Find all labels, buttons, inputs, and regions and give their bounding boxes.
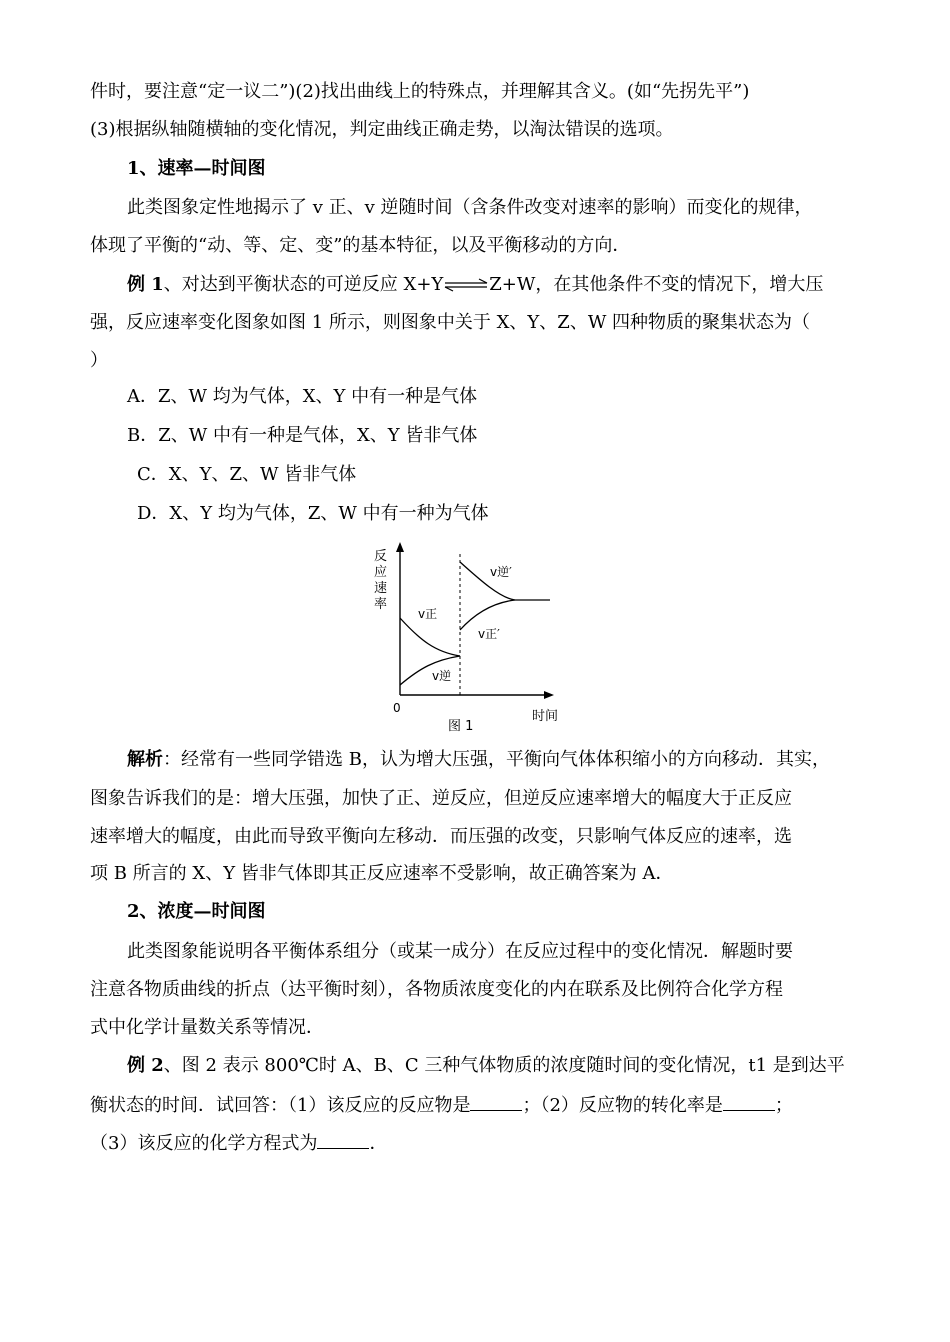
y-axis-label-char: 率	[374, 597, 388, 612]
example-1-text: Z+W，在其他条件不变的情况下，增大压	[489, 274, 824, 295]
text-line: 件时，要注意“定一议二”)(2)找出曲线上的特殊点，并理解其含义。(如“先拐先平”)	[90, 81, 750, 102]
example-2-line	[90, 1130, 387, 1156]
v-reverse-label: v逆	[432, 669, 452, 683]
x-axis-label: 时间	[532, 709, 559, 724]
solution-label: 解析	[127, 749, 163, 770]
y-axis-label-char: 速	[374, 581, 388, 596]
section-heading-concentration-time: 2、浓度—时间图	[127, 901, 266, 922]
figure-1-rate-time-graph	[360, 540, 570, 740]
origin-label: 0	[393, 701, 401, 715]
paragraph-line: 此类图象能说明各平衡体系组分（或某一成分）在反应过程中的变化情况．解题时要	[127, 941, 793, 962]
option-d: D．X、Y 均为气体，Z、W 中有一种为气体	[137, 503, 489, 524]
v-forward-curve	[400, 618, 460, 656]
answer-blank[interactable]	[723, 1092, 775, 1111]
solution-line: 图象告诉我们的是：增大压强，加快了正、逆反应，但逆反应速率增大的幅度大于正反应	[90, 788, 792, 809]
equilibrium-arrow-icon	[443, 278, 489, 292]
example-2-text: ．	[369, 1133, 388, 1154]
solution-line: 项 B 所言的 X、Y 皆非气体即其正反应速率不受影响，故正确答案为 A．	[90, 863, 674, 884]
example-2-text: （3）该反应的化学方程式为	[90, 1133, 318, 1154]
example-1-line	[127, 273, 823, 297]
solution-line	[127, 748, 830, 772]
option-b: B．Z、W 中有一种是气体，X、Y 皆非气体	[127, 425, 478, 446]
text-line: (3)根据纵轴随横轴的变化情况，判定曲线正确走势，以淘汰错误的选项。	[90, 119, 674, 140]
solution-text: ：经常有一些同学错选 B，认为增大压强，平衡向气体体积缩小的方向移动．其实，	[163, 749, 830, 770]
y-axis-label-char: 应	[374, 565, 388, 580]
example-1-line: ）	[90, 350, 108, 371]
v-forward-prime-curve	[460, 600, 515, 630]
paragraph-line: 式中化学计量数关系等情况．	[90, 1017, 324, 1038]
option-c: C．X、Y、Z、W 皆非气体	[137, 464, 357, 485]
x-axis-arrow-icon	[544, 691, 554, 699]
paragraph-line: 体现了平衡的“动、等、定、变”的基本特征，以及平衡移动的方向．	[90, 235, 631, 256]
example-2-label: 例 2	[127, 1055, 164, 1076]
v-reverse-prime-label: v逆′	[490, 565, 512, 579]
example-2-text: 衡状态的时间．试回答：（1）该反应的反应物是	[90, 1095, 471, 1116]
y-axis-arrow-icon	[396, 542, 404, 552]
v-forward-prime-label: v正′	[478, 627, 500, 641]
example-1-label: 例 1	[127, 274, 164, 295]
paragraph-line: 此类图象定性地揭示了 v 正、v 逆随时间（含条件改变对速率的影响）而变化的规律，	[127, 197, 813, 218]
answer-blank[interactable]	[317, 1130, 369, 1149]
example-2-text: ；（2）反应物的转化率是	[522, 1095, 723, 1116]
example-1-text: 、对达到平衡状态的可逆反应 X+Y	[163, 274, 444, 295]
example-1-line: 强，反应速率变化图象如图 1 所示，则图象中关于 X、Y、Z、W 四种物质的聚集状态为（	[90, 312, 811, 333]
solution-line: 速率增大的幅度，由此而导致平衡向左移动．而压强的改变，只影响气体反应的速率，选	[90, 826, 792, 847]
section-heading-rate-time: 1、速率—时间图	[127, 158, 266, 179]
example-2-text: 、图 2 表示 800℃时 A、B、C 三种气体物质的浓度随时间的变化情况，t1 是到达平	[163, 1055, 845, 1076]
option-a: A．Z、W 均为气体，X、Y 中有一种是气体	[127, 386, 478, 407]
example-2-text: ；	[774, 1095, 793, 1116]
y-axis-label-char: 反	[374, 549, 388, 564]
paragraph-line: 注意各物质曲线的折点（达平衡时刻），各物质浓度变化的内在联系及比例符合化学方程	[90, 979, 783, 1000]
v-forward-label: v正	[418, 607, 438, 621]
answer-blank[interactable]	[470, 1092, 522, 1111]
example-2-line	[127, 1054, 845, 1078]
figure-caption: 图 1	[448, 719, 474, 734]
example-2-line	[90, 1092, 793, 1118]
